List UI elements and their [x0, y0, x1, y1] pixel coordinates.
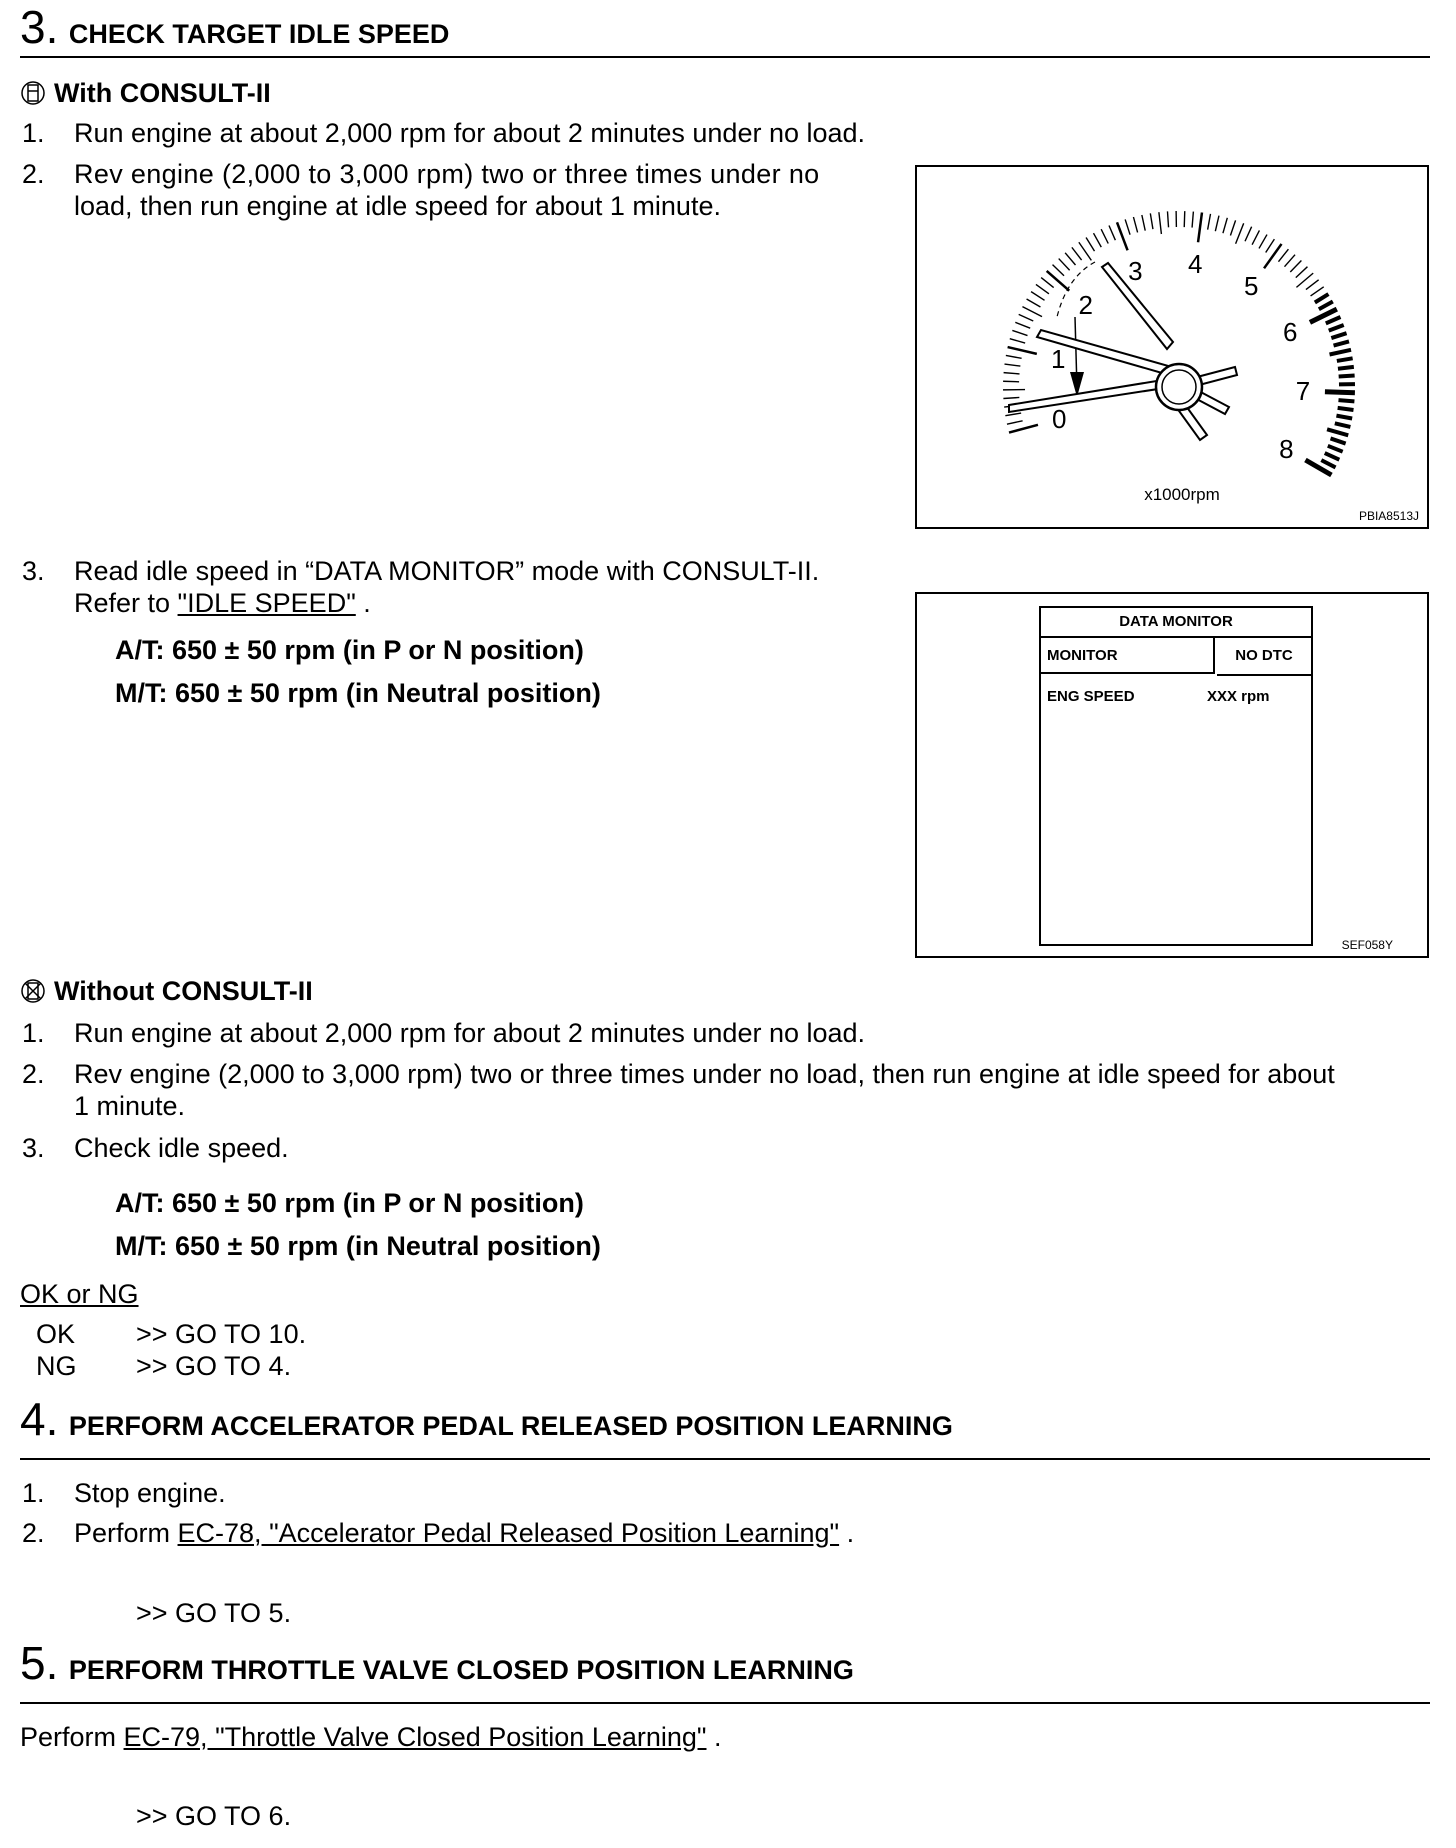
perform-prefix: Perform: [20, 1722, 124, 1752]
gauge-number: 5: [1243, 271, 1259, 302]
step-text: Check idle speed.: [74, 1133, 289, 1163]
gauge-tick: [1208, 214, 1211, 230]
gauge-tick: [1321, 460, 1335, 467]
gauge-tick: [1336, 416, 1352, 419]
gauge-number: 4: [1187, 249, 1203, 280]
step-text: Rev engine (2,000 to 3,000 rpm) two or three times under no load, then run engine at idle speed for about: [74, 1059, 1335, 1089]
gauge-tick: [1027, 299, 1041, 307]
idle-speed-link[interactable]: "IDLE SPEED": [177, 588, 356, 618]
gauge-number: 2: [1078, 290, 1094, 321]
gauge-number: 1: [1051, 343, 1066, 374]
gauge-tick: [1053, 265, 1064, 276]
gauge-tick: [1319, 302, 1333, 310]
spec-mt: M/T: 650 ± 50 rpm (in Neutral position): [115, 1231, 601, 1261]
gauge-tick: [1036, 284, 1049, 293]
gauge-number: 8: [1279, 434, 1294, 464]
consult-icon: [20, 80, 46, 106]
perform-line: [20, 1721, 722, 1753]
step-number: 2.: [22, 1059, 45, 1089]
step-number: 1.: [22, 1478, 45, 1508]
ng-action: >> GO TO 4.: [136, 1351, 292, 1381]
gauge-tick: [1022, 307, 1042, 317]
section-3-title: CHECK TARGET IDLE SPEED: [68, 19, 450, 49]
gauge-tick: [1184, 211, 1185, 227]
gauge-tick: [1125, 219, 1130, 234]
gauge-tick: [1327, 429, 1348, 435]
gauge-tick: [1337, 358, 1353, 361]
gauge-tick: [1236, 223, 1244, 243]
refer-line: [74, 587, 371, 619]
step-text: Run engine at about 2,000 rpm for about 2 minutes under no load.: [74, 1018, 866, 1048]
refer-suffix: .: [355, 588, 371, 618]
gauge-tick: [1338, 400, 1354, 401]
step-number: 1.: [22, 1018, 45, 1048]
gauge-tick: [1264, 244, 1281, 268]
step-text-cont: load, then run engine at idle speed for about 1 minute.: [74, 191, 721, 221]
gauge-tick: [1003, 381, 1019, 382]
gauge-tick: [1230, 220, 1235, 235]
without-consult-heading-text: Without CONSULT-II: [54, 976, 313, 1006]
gauge-tick: [1339, 375, 1355, 376]
gauge-tick: [1167, 211, 1168, 227]
section-4-header: [20, 1392, 1430, 1460]
gauge-tick: [1065, 253, 1075, 265]
gauge-tick: [1329, 325, 1344, 331]
section-5-title: PERFORM THROTTLE VALVE CLOSED POSITION LEARNING: [68, 1655, 854, 1685]
section-5-header: [20, 1636, 1430, 1704]
without-consult-heading: [20, 976, 313, 1007]
spec-at: A/T: 650 ± 50 rpm (in P or N position): [115, 1188, 584, 1218]
goto-step: >> GO TO 6.: [136, 1801, 292, 1831]
gauge-tick: [1109, 226, 1115, 241]
gauge-tick: [1192, 212, 1193, 228]
gauge-tick: [1259, 235, 1267, 249]
gauge-tick: [1133, 217, 1137, 232]
gauge-tick: [1004, 373, 1020, 374]
gauge-tick: [1117, 222, 1128, 250]
step-text-cont: 1 minute.: [74, 1091, 186, 1121]
gauge-tick: [1338, 408, 1354, 410]
gauge-tick: [1266, 239, 1275, 252]
needle-tail-1: [1197, 367, 1237, 385]
step-number: 1.: [22, 118, 45, 148]
gauge-tick: [1284, 255, 1295, 267]
gauge-tick: [1311, 287, 1324, 296]
gauge-tick: [1159, 212, 1162, 234]
gauge-tick: [1331, 333, 1346, 338]
spec-mt: M/T: 650 ± 50 rpm (in Neutral position): [115, 678, 601, 708]
ec79-link[interactable]: EC-79, "Throttle Valve Closed Position Learning": [123, 1722, 707, 1752]
goto-step: >> GO TO 5.: [136, 1598, 292, 1628]
gauge-tick: [1086, 238, 1094, 252]
gauge-tick: [1334, 341, 1349, 345]
gauge-numbers: [1051, 249, 1310, 464]
step-number: 3.: [22, 556, 45, 586]
step-text: Rev engine (2,000 to 3,000 rpm) two or three times under no: [74, 159, 820, 189]
step-number: 3.: [22, 1133, 45, 1163]
monitor-col-right: NO DTC: [1217, 638, 1311, 676]
gauge-tick: [1330, 350, 1352, 355]
section-3-number: 3.: [20, 1, 59, 53]
gauge-tick: [1101, 229, 1108, 243]
gauge-tick: [1006, 355, 1022, 358]
gauge-tick: [1031, 292, 1044, 301]
step-number: 2.: [22, 1518, 45, 1548]
gauge-tick: [1335, 423, 1351, 427]
gauge-tick: [1278, 249, 1288, 262]
gauge-number: 3: [1128, 255, 1143, 286]
ok-label: OK: [36, 1319, 76, 1349]
section-3-header: [20, 0, 1430, 58]
gauge-tick: [1015, 322, 1030, 328]
monitor-title: DATA MONITOR: [1041, 608, 1311, 638]
tachometer-gauge: [917, 167, 1427, 527]
gauge-tick: [1009, 425, 1038, 433]
gauge-tick: [1326, 317, 1341, 323]
gauge-tick: [1041, 278, 1054, 288]
gauge-tick: [1007, 421, 1023, 424]
gauge-tick: [1245, 227, 1252, 242]
gauge-tick: [1059, 259, 1070, 271]
section-4-number: 4.: [20, 1393, 59, 1445]
with-consult-heading: [20, 78, 271, 109]
step-text: [74, 1517, 854, 1549]
monitor-row-value: XXX rpm: [1207, 688, 1270, 705]
gauge-tick: [1047, 271, 1070, 291]
gauge-tick: [1079, 242, 1092, 260]
monitor-row-label: ENG SPEED: [1047, 688, 1135, 705]
monitor-col-left: MONITOR: [1041, 638, 1215, 674]
figure-code: PBIA8513J: [1358, 509, 1419, 523]
gauge-tick: [1296, 267, 1308, 278]
ok-action: >> GO TO 10.: [136, 1319, 307, 1349]
gauge-tick: [1223, 218, 1227, 233]
figure-code: SEF058Y: [1341, 938, 1393, 952]
needle-lower: [1009, 379, 1171, 412]
gauge-tick: [1150, 213, 1153, 229]
gauge-tick: [1325, 392, 1355, 393]
perform-suffix: .: [706, 1722, 722, 1752]
gauge-tick: [1142, 215, 1145, 231]
step-number: 2.: [22, 159, 45, 189]
gauge-number: 0: [1051, 404, 1067, 435]
gauge-tick: [1252, 230, 1259, 244]
gauge-tick: [1325, 453, 1340, 460]
ec78-link[interactable]: EC-78, "Accelerator Pedal Released Position Learning": [177, 1518, 840, 1548]
gauge-tick: [1306, 280, 1319, 290]
gauge-unit: x1000rpm: [1144, 485, 1220, 504]
section-5-number: 5.: [20, 1637, 59, 1689]
step-text: Stop engine.: [74, 1478, 226, 1508]
perform-suffix: .: [839, 1518, 855, 1548]
gauge-tick: [1008, 347, 1037, 354]
ok-ng-heading: OK or NG: [20, 1279, 139, 1309]
gauge-tick: [1019, 314, 1034, 321]
gauge-tick: [1005, 413, 1021, 416]
perform-prefix: Perform: [74, 1518, 178, 1548]
gauge-tick: [1005, 364, 1021, 366]
gauge-tick: [1215, 216, 1219, 232]
gauge-tick: [1012, 330, 1027, 335]
gauge-tick: [1094, 233, 1102, 247]
gauge-tick: [1072, 247, 1082, 260]
data-monitor-figure: [915, 592, 1429, 958]
monitor-screen: [1039, 606, 1313, 946]
gauge-tick: [1003, 397, 1019, 398]
gauge-number: 7: [1295, 376, 1311, 407]
section-4-title: PERFORM ACCELERATOR PEDAL RELEASED POSITION LEARNING: [68, 1411, 953, 1441]
gauge-number: 6: [1282, 317, 1298, 348]
gauge-tick: [1328, 446, 1343, 452]
with-consult-heading-text: With CONSULT-II: [54, 78, 271, 108]
gauge-tick: [1338, 367, 1354, 369]
gauge-tick: [1010, 339, 1025, 343]
gauge-tick: [1315, 294, 1329, 302]
gauge-tick: [1198, 213, 1202, 243]
refer-prefix: Refer to: [74, 588, 178, 618]
no-consult-icon: [20, 978, 46, 1004]
ng-label: NG: [36, 1351, 77, 1381]
step-text: Run engine at about 2,000 rpm for about 2 minutes under no load.: [74, 118, 866, 148]
step-text: Read idle speed in “DATA MONITOR” mode with CONSULT-II.: [74, 556, 820, 586]
tachometer-figure: [915, 165, 1429, 529]
spec-at: A/T: 650 ± 50 rpm (in P or N position): [115, 635, 584, 665]
gauge-tick: [1290, 261, 1301, 272]
gauge-tick: [1331, 438, 1346, 443]
